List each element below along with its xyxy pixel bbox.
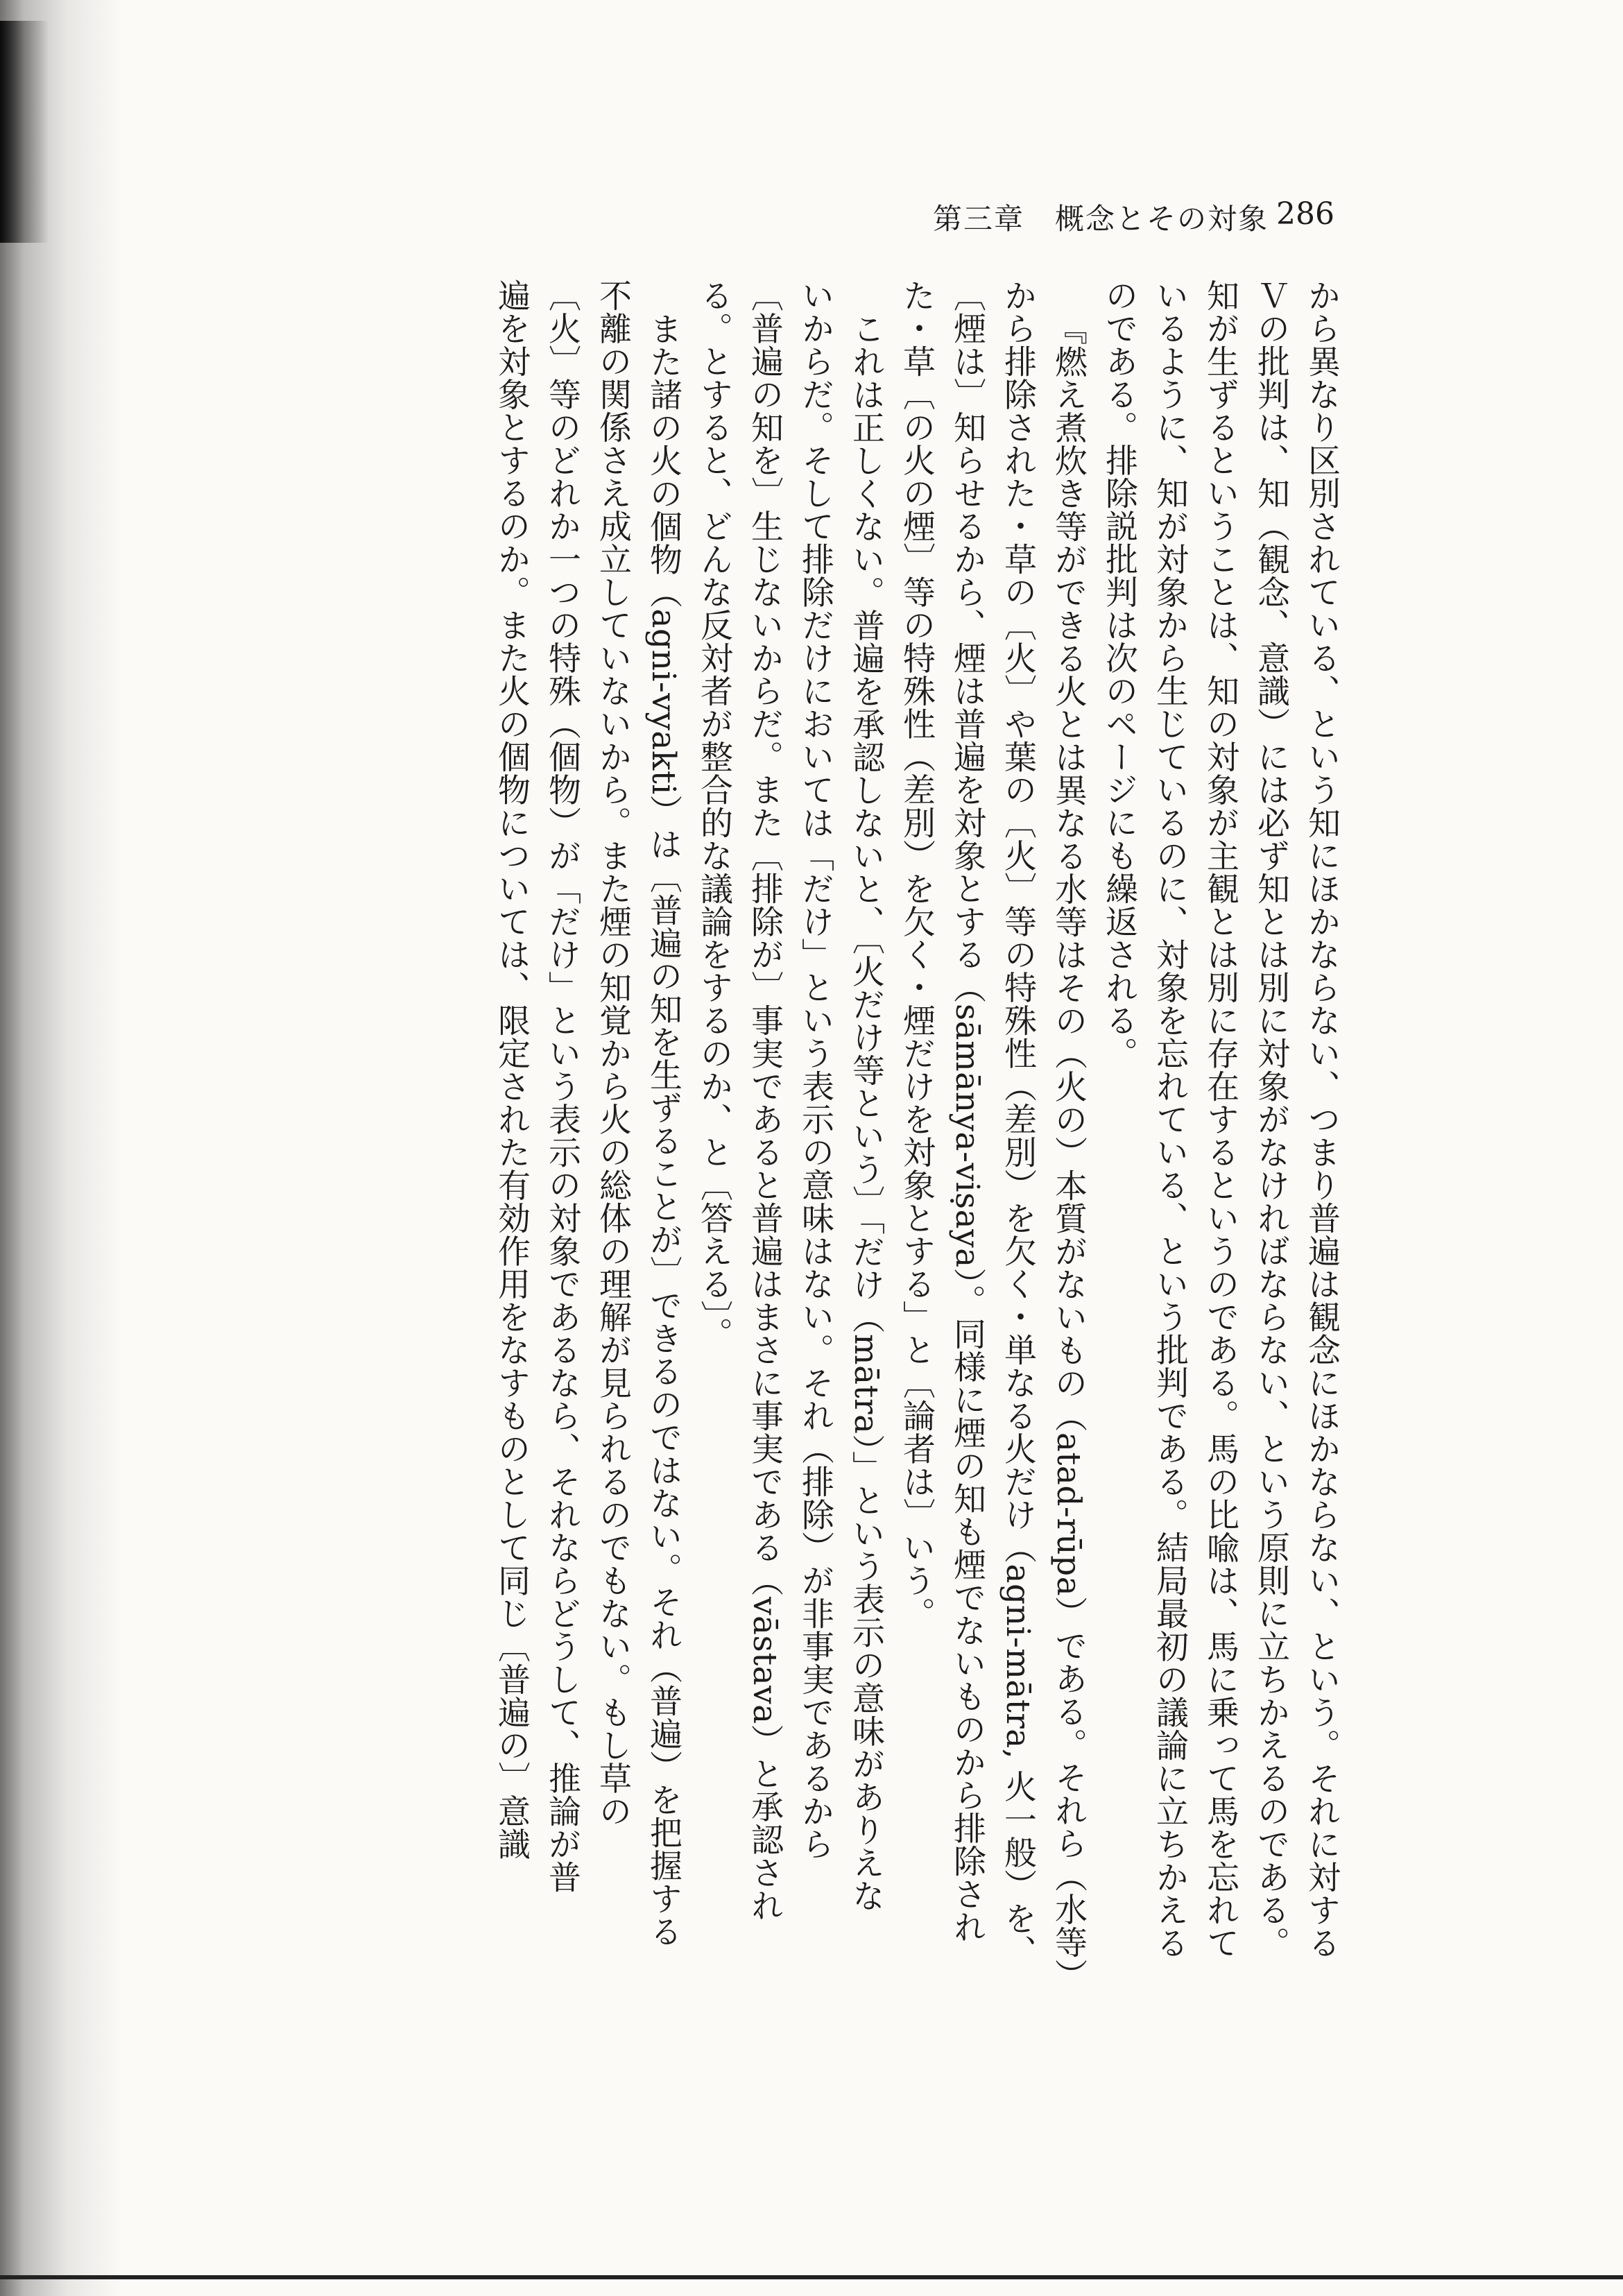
text-column: 不離の関係さえ成立していないから。また煙の知覚から火の総体の理解が見られるのでもない。もし草の bbox=[594, 279, 632, 1828]
text-column: 〔普遍の知を〕生じないからだ。また〔排除が〕事実であると普遍はまさに事実である（vāstava）と承認され bbox=[746, 279, 784, 1922]
vertical-text-body bbox=[486, 279, 1347, 2027]
scan-shadow-edge bbox=[0, 0, 121, 2296]
text-column: これは正しくない。普遍を承認しないと、〔火だけ等という〕「だけ（mātra）」という表示の意味がありえな bbox=[847, 312, 885, 1912]
text-column: る。とすると、どんな反対者が整合的な議論をするのか、と〔答える〕。 bbox=[695, 279, 733, 1350]
scan-dark-corner bbox=[0, 21, 49, 243]
text-column: のである。排除説批判は次のページにも繰返される。 bbox=[1100, 279, 1138, 1070]
text-column: また諸の火の個物（agni-vyakti）は〔普遍の知を生ずることが〕できるのではない。それ（普遍）を把握する bbox=[644, 312, 682, 1948]
text-column: から排除された・草の〔火〕や葉の〔火〕等の特殊性（差別）を欠く・単なる火だけ（agni-mātra, 火一般）を、 bbox=[999, 279, 1037, 1968]
text-column: から異なり区別されている、という知にほかならない、つまり普遍は観念にほかならない、という。それに対する bbox=[1303, 279, 1341, 1960]
bottom-scan-line bbox=[0, 2275, 1623, 2279]
text-column: いからだ。そして排除だけにおいては「だけ」という表示の意味はない。それ（排除）が非事実であるから bbox=[796, 279, 834, 1860]
running-header-title: 第三章 概念とその対象 bbox=[933, 202, 1269, 236]
text-column: 知が生ずるということは、知の対象が主観とは別に存在するというのである。馬の比喩は、馬に乗って馬を忘れて bbox=[1201, 279, 1239, 1960]
text-column: た・草〔の火の煙〕等の特殊性（差別）を欠く・煙だけを対象とする」と〔論者は〕いう。 bbox=[898, 279, 936, 1630]
text-column: 『燃え煮炊き等ができる火とは異なる水等はその（火の）本質がないもの（atad-rūpa）である。それら（水等） bbox=[1049, 312, 1088, 1992]
text-column: 〔火〕等のどれか一つの特殊（個物）が「だけ」という表示の対象であるなら、それならどうして、推論が普 bbox=[543, 279, 581, 1894]
text-column: いるように、知が対象から生じているのに、対象を忘れている、という批判である。結局最初の議論に立ちかえる bbox=[1151, 279, 1189, 1960]
text-column: Ｖの批判は、知（観念、意識）には必ず知とは別に対象がなければならない、という原則に立ちかえるのである。 bbox=[1252, 279, 1290, 1960]
text-column: 遍を対象とするのか。また火の個物については、限定された有効作用をなすものとして同じ〔普遍の〕意識 bbox=[492, 279, 531, 1860]
page-number: 286 bbox=[1276, 196, 1334, 232]
text-column: 〔煙は〕知らせるから、煙は普遍を対象とする（sāmānya-viṣaya）。同様に煙の知も煙でないものから排除され bbox=[948, 279, 986, 1944]
